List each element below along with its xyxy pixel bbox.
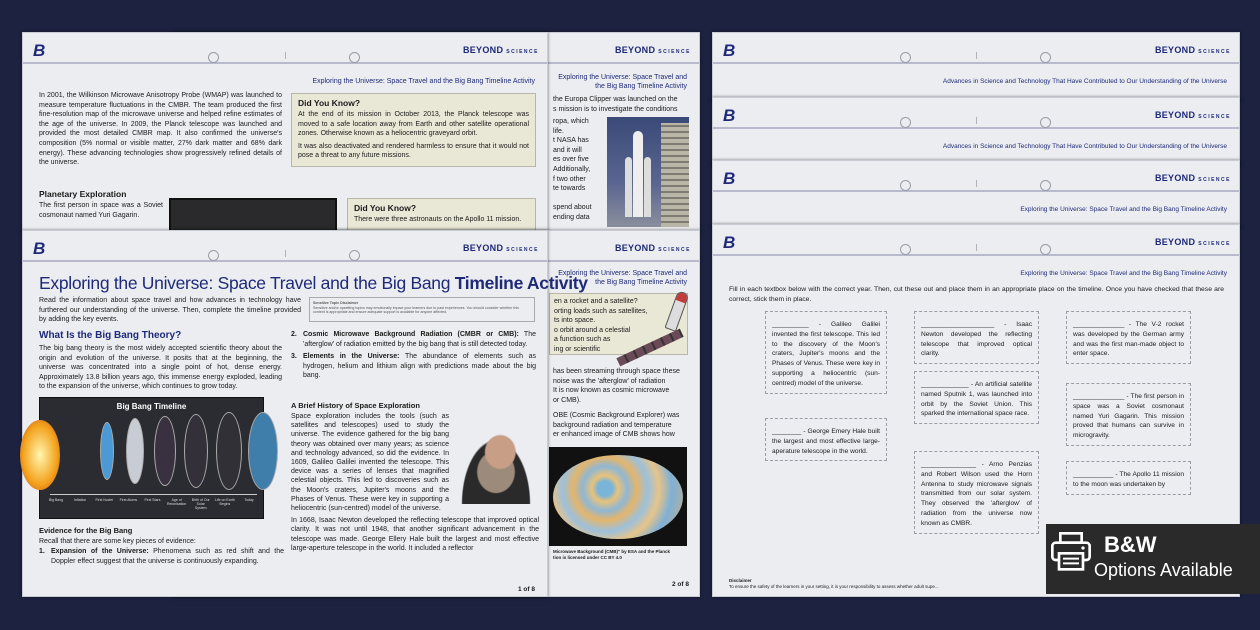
brand-logo-text: BEYOND SCIENCE xyxy=(462,243,539,253)
box-title: Did You Know? xyxy=(354,203,417,213)
beyond-logo-icon: B xyxy=(723,106,736,125)
cmb-ellipse xyxy=(553,455,683,539)
brand-logo-text: BEYOND SCIENCE xyxy=(1154,237,1231,247)
brand-logo-text: BEYOND SCIENCE xyxy=(462,45,539,55)
page-subtitle: Exploring the Universe: Space Travel and the Big Bang Timeline Activity xyxy=(558,270,687,286)
event-text: - An artificial satellite named Sputnik 1, was launched into orbit by the Soviet Union. This sparked the international space race. xyxy=(921,381,1032,418)
image-caption-list xyxy=(553,549,670,561)
activity-page xyxy=(712,32,1240,102)
year-blank[interactable]: ______________ xyxy=(1073,393,1125,400)
punch-hole xyxy=(1040,180,1051,191)
year-blank[interactable]: _____________ xyxy=(921,381,969,388)
image-caption: tion is licensed under CC BY 4.0 xyxy=(553,555,622,560)
rocket-shape xyxy=(633,131,643,217)
punch-hole xyxy=(900,244,911,255)
page-header xyxy=(23,33,547,64)
event-text: - George Emery Hale built the largest and most effective large-aperature telescope in the world. xyxy=(772,428,880,455)
text-line: ropa, which xyxy=(553,118,589,125)
section-heading: A Brief History of Space Exploration xyxy=(291,401,420,410)
sensitive-topic-disclaimer xyxy=(309,297,535,322)
punch-hole xyxy=(208,250,219,261)
page-subtitle: Exploring the Universe: Space Travel and the Big Bang Timeline Activity xyxy=(558,74,687,90)
page-header xyxy=(23,231,547,262)
timeline-label-list xyxy=(46,498,259,510)
disclaimer-title: Sensitive Topic Disclaimer xyxy=(313,301,359,305)
center-mark xyxy=(285,52,286,59)
text-line-list xyxy=(553,117,592,223)
text-line: s mission is to investigate the conditions xyxy=(553,105,678,113)
image-caption: Microwave Background (CMB)" by ESA and the Planck xyxy=(553,549,670,554)
text-line: ts into space. xyxy=(554,317,596,325)
text-line: er enhanced image of CMB shows how xyxy=(553,431,675,439)
disclaimer-title: Disclaimer xyxy=(729,578,752,583)
timeline-label: First Stars xyxy=(144,498,161,502)
text-line: background radiation and temperature xyxy=(553,421,672,429)
beyond-logo-icon: B xyxy=(723,41,736,60)
punch-hole xyxy=(900,117,911,128)
big-bang-burst xyxy=(20,420,60,490)
text-line: ing or scientific xyxy=(554,345,601,353)
page-subtitle: Exploring the Universe: Space Travel and the Big Bang Timeline Activity xyxy=(1020,270,1227,277)
punch-hole xyxy=(349,250,360,261)
beyond-logo-icon: B xyxy=(723,233,736,252)
event-text: - Galileo Galilei invented the first telescope. This led to the discovery of the Moon's craters, Jupiter's moons and the Phases of Venus. These were key in supporting a heliocentric (sun-centred) model of the universe. xyxy=(772,321,880,387)
activity-page xyxy=(712,97,1240,167)
text-line: spend about xyxy=(553,204,592,212)
text-line-list xyxy=(553,411,679,440)
page-header xyxy=(713,98,1239,129)
timeline-label: Birth of Our Solar System xyxy=(191,498,210,510)
year-blank[interactable]: ______________ xyxy=(1073,321,1125,328)
rocket-booster xyxy=(644,157,651,217)
text-line: a function such as xyxy=(554,336,611,344)
timeline-event-card[interactable] xyxy=(765,311,887,394)
page-header xyxy=(713,161,1239,192)
banner-subtitle: Options Available xyxy=(1094,560,1233,580)
beyond-logo-icon: B xyxy=(33,41,46,60)
universe-slice xyxy=(154,416,176,486)
evidence-label: Elements in the Universe: xyxy=(303,353,400,361)
universe-slice xyxy=(126,418,144,484)
timeline-label: Age of Reionisation xyxy=(166,498,187,506)
year-blank[interactable]: _______________ xyxy=(921,461,977,468)
evidence-description: The abundance of elements such as hydrogen, helium and lithium align with predictions made about the big bang. xyxy=(303,353,536,380)
section-heading: What Is the Big Bang Theory? xyxy=(39,330,182,341)
box-text: There were three astronauts on the Apollo 11 mission. xyxy=(354,216,522,223)
brand-logo-text: BEYOND SCIENCE xyxy=(614,243,691,253)
bigbang-paragraph: The big bang theory is the most widely accepted scientific theory about the origin and evolution of the universe. It posits that at the beginning, the universe was concentrated into a single point of hot, dense energy. Approximately 13.8 billion years ago, this immense energy exploded, leading to the expansion of the universe, which continues to grow today. xyxy=(39,345,282,391)
timeline-image-title: Big Bang Timeline xyxy=(116,402,187,411)
evidence-label: Expansion of the Universe: xyxy=(51,548,149,555)
timeline-label: Life on Earth Begins xyxy=(214,498,235,506)
year-blank[interactable]: ________ xyxy=(772,428,802,435)
planetary-paragraph: The first person in space was a Soviet cosmonaut named Yuri Gagarin. xyxy=(39,202,163,219)
earth-slice xyxy=(248,412,278,490)
text-line: the Europa Clipper was launched on the xyxy=(553,96,678,103)
newton-paragraph: In 1668, Isaac Newton developed the reflecting telescope that improved optical clarity. It was not until 1948, that another significant advancement in the telescope was made. George Ellery Hale built the largest and most effective large-aperture telescope in the world. It included a reflector xyxy=(291,517,539,552)
big-bang-timeline-image xyxy=(39,397,264,519)
evidence-number: 1. xyxy=(39,548,45,555)
page-subtitle: Exploring the Universe: Space Travel and the Big Bang Timeline Activity xyxy=(1020,206,1227,213)
punch-hole xyxy=(1040,52,1051,63)
text-line: o orbit around a celestial xyxy=(554,326,631,334)
text-line: ending data xyxy=(553,213,590,221)
punch-hole xyxy=(208,52,219,63)
activity-page xyxy=(712,160,1240,230)
section-heading: Evidence for the Big Bang xyxy=(39,526,133,535)
section-heading: Planetary Exploration xyxy=(39,189,127,199)
timeline-label: First Nuclei xyxy=(95,498,113,502)
center-mark xyxy=(976,117,977,124)
timeline-event-card[interactable] xyxy=(914,311,1039,364)
evidence-label: Cosmic Microwave Background Radiation (CMBR or CMB): xyxy=(303,331,519,338)
center-mark xyxy=(976,244,977,251)
page-header xyxy=(713,33,1239,64)
evidence-text xyxy=(51,547,284,566)
rocket-satellite-box xyxy=(549,293,688,355)
punch-hole xyxy=(900,52,911,63)
center-mark xyxy=(976,180,977,187)
intro-paragraph: Read the information about space travel and how advances in technology have furthered our understanding of the universe. Then, complete the timeline provided by adding the key events. xyxy=(39,297,301,324)
brand-logo-text: BEYOND SCIENCE xyxy=(1154,45,1231,55)
text-line xyxy=(553,194,592,204)
text-line: t NASA has xyxy=(553,137,589,145)
box-text: At the end of its mission in October 2013, the Planck telescope was moved to a safe location away from Earth and other satellite operational zones. Otherwise known as a heliocentric graveyard orbit. xyxy=(298,111,529,138)
timeline-label: First Atoms xyxy=(119,498,138,502)
timeline-event-card[interactable] xyxy=(1066,311,1191,364)
evidence-item xyxy=(291,352,536,381)
universe-slice xyxy=(100,422,114,480)
history-column xyxy=(291,412,539,553)
brand-logo-text: BEYOND SCIENCE xyxy=(1154,110,1231,120)
disclaimer-text: To ensure the safety of the learners in your setting, it is your responsibility to assess whether adult supe... xyxy=(729,584,939,589)
printer-icon xyxy=(1048,528,1094,572)
evidence-intro: Recall that there are some key pieces of evidence: xyxy=(39,538,196,545)
center-mark xyxy=(976,52,977,59)
activity-instructions: Fill in each textbox below with the correct year. Then, cut these out and place them in an appropriate place on the timeline. Once you have checked that these are correct, stick them in place. xyxy=(729,286,1224,303)
event-text: - Isaac Newton developed the reflecting telescope that improved optical clarity. xyxy=(921,321,1032,358)
beyond-logo-icon: B xyxy=(723,169,736,188)
universe-slice xyxy=(184,414,208,488)
text-line: orting loads such as satellites, xyxy=(554,307,648,315)
text-line: and it will xyxy=(553,146,582,154)
punch-hole xyxy=(900,180,911,191)
wmap-paragraph: In 2001, the Wilkinson Microwave Anisotropy Probe (WMAP) was launched to measure temperature fluctuations in the CMBR. The team produced the first fine-resolution map of the microwave universe and helped refine estimates of the age of the universe. In 2009, the Planck telescope was launched and provided the most detailed CMBR map. It also confirmed the universe's composition (5% normal or visible matter, 27% dark matter and 68% dark energy). These advancing technologies show progressively refined details of the universe. xyxy=(39,92,282,167)
timeline-label: Today xyxy=(244,498,254,502)
text-line: te towards xyxy=(553,185,586,193)
text-line: f two other xyxy=(553,175,586,183)
text-line: OBE (Cosmic Background Explorer) was xyxy=(553,412,680,419)
text-line: It is now known as cosmic microwave xyxy=(553,387,670,395)
evidence-number: 2. xyxy=(291,331,297,338)
text-line-list xyxy=(554,297,687,355)
event-text: - The V-2 rocket was developed by the German army and was the first man-made object to enter space. xyxy=(1073,321,1184,358)
box-text: It was also deactivated and rendered harmless to ensure that it would not pose a threat to any future missions. xyxy=(298,142,529,160)
year-blank[interactable]: ____________________ xyxy=(921,321,995,328)
event-text: - Arno Penzias and Robert Wilson used the Horn Antenna to study microwave signals transmitted from our solar system. They observed the 'afterglow' of radiation from the universe now known as CMBR. xyxy=(921,461,1032,527)
event-text: - The Apollo 11 mission to the moon was undertaken by xyxy=(1073,471,1184,488)
text-line: or CMB). xyxy=(553,396,581,404)
launch-tower xyxy=(661,123,689,227)
beyond-logo-icon: B xyxy=(33,239,46,258)
year-blank[interactable]: ___________ xyxy=(1073,471,1114,478)
disclaimer-text: Sensitive and/or upsetting topics may emotionally impact your learners due to past experiences. You should consider whether this content is appropriate and ensure adequate support is available for anyone affected. xyxy=(313,305,519,314)
punch-hole xyxy=(1040,117,1051,128)
page-back-top xyxy=(22,32,548,233)
history-paragraph xyxy=(291,412,539,513)
box-title: Did You Know? xyxy=(298,98,361,108)
page-title: Exploring the Universe: Space Travel and the Big Bang Timeline Activity xyxy=(39,273,588,293)
page-header xyxy=(713,225,1239,256)
text-line: life. xyxy=(553,127,564,135)
brand-logo-text: BEYOND SCIENCE xyxy=(1154,173,1231,183)
year-blank[interactable]: __________ xyxy=(772,321,809,328)
page-subtitle: Advances in Science and Technology That Have Contributed to Our Understanding of the Universe xyxy=(942,143,1227,150)
text-line-list xyxy=(553,367,680,405)
timeline-label: Inflation xyxy=(73,498,87,502)
timeline-event-card[interactable] xyxy=(765,418,887,461)
galileo-portrait xyxy=(453,424,539,504)
cmb-map-image xyxy=(549,447,687,546)
history-text: Space exploration includes the tools (such as satellites and telescopes) used to study the universe. The evidence gathered for the big bang theory was obtained over many years; as science and technology advanced, so did the evidence. In 1609, Galileo Galilei invented the telescope. This device was a series of lenses that magnified celestial objects. This led to discoveries such as the Moon's craters, Jupiter's moons and the Phases of Venus. These were key in supporting a heliocentric (sun-centred) model of the universe. xyxy=(291,413,449,513)
page-subtitle: Exploring the Universe: Space Travel and the Big Bang Timeline Activity xyxy=(312,78,535,85)
page-subtitle: Advances in Science and Technology That Have Contributed to Our Understanding of the Universe xyxy=(942,78,1227,85)
timeline-event-card[interactable] xyxy=(1066,383,1191,446)
evidence-description: Phenomena such as red shift and the Doppler effect suggest that the universe is continuously expanding. xyxy=(51,548,284,565)
text-line: en a rocket and a satellite? xyxy=(554,298,638,305)
evidence-description: The 'afterglow' of radiation emitted by the big bang that is still detected today. xyxy=(303,331,536,348)
punch-hole xyxy=(349,52,360,63)
page-number: 1 of 8 xyxy=(518,586,535,593)
timeline-event-card[interactable] xyxy=(1066,461,1191,495)
evidence-item xyxy=(39,547,284,566)
page-number: 2 of 8 xyxy=(672,581,689,588)
banner-title: B&W xyxy=(1104,532,1157,557)
timeline-axis xyxy=(50,494,257,495)
evidence-number: 3. xyxy=(291,353,297,361)
timeline-event-card[interactable] xyxy=(914,371,1039,424)
timeline-event-card[interactable] xyxy=(914,451,1039,534)
evidence-item xyxy=(291,330,536,349)
evidence-text xyxy=(303,330,536,349)
did-you-know-box xyxy=(291,93,536,167)
text-line: es over five xyxy=(553,156,589,164)
center-mark xyxy=(285,250,286,257)
rocket-booster xyxy=(625,157,632,217)
evidence-text xyxy=(303,352,536,381)
rocket-launch-photo xyxy=(607,117,689,227)
text-line-list xyxy=(553,95,678,114)
event-text: - The first person in space was a Soviet cosmonaut named Yuri Gagarin. This mission proved that humans can survive in microgravity. xyxy=(1073,393,1184,440)
punch-hole xyxy=(1040,244,1051,255)
text-line: Additionally, xyxy=(553,165,591,173)
universe-slice xyxy=(216,412,242,490)
text-line: noise was the 'afterglow' of radiation xyxy=(553,377,666,385)
brand-logo-text: BEYOND SCIENCE xyxy=(614,45,691,55)
timeline-label: Big Bang xyxy=(48,498,64,502)
text-line: has been streaming through space these xyxy=(553,368,680,375)
